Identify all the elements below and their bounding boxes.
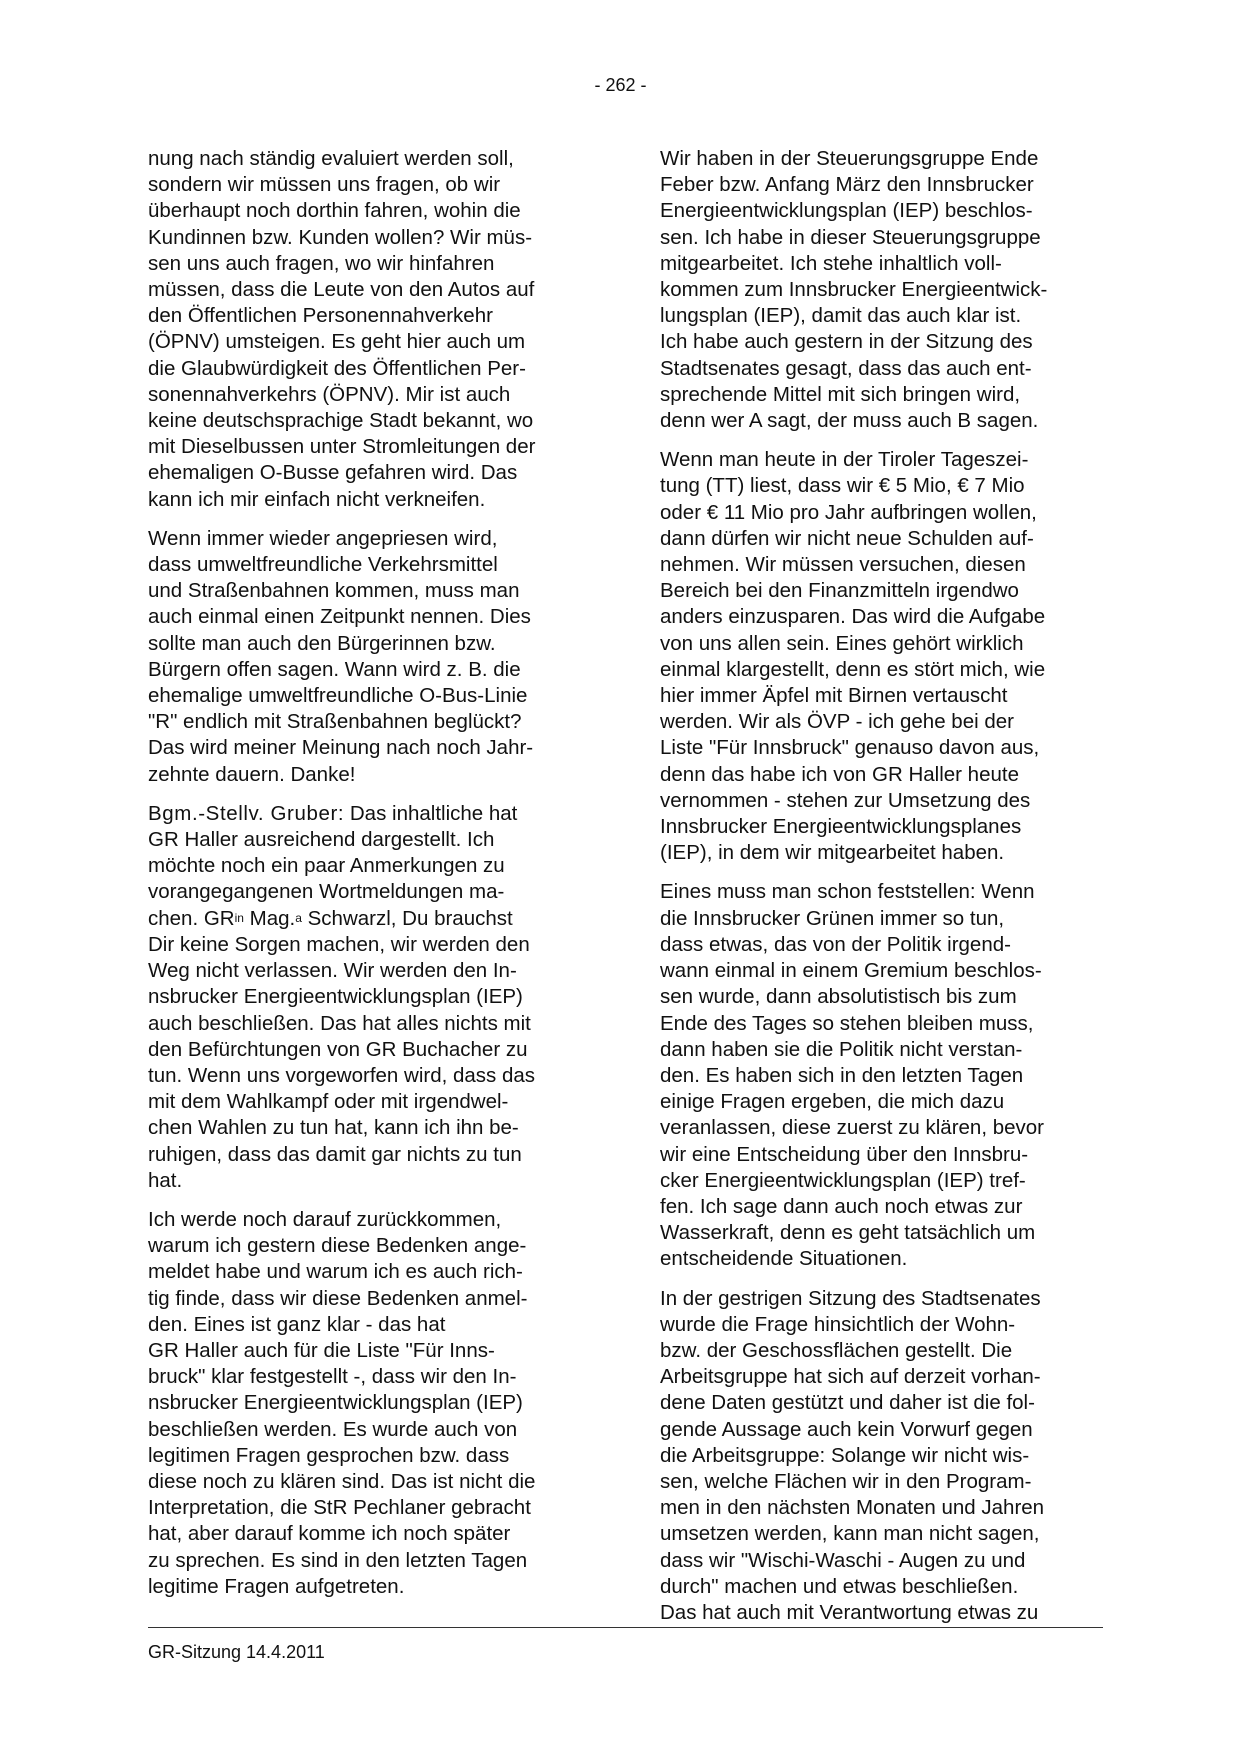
- text-line: Wenn man heute in der Tiroler Tageszei-: [660, 448, 1029, 472]
- text-line: nsbrucker Energieentwicklungsplan (IEP): [148, 985, 523, 1009]
- text-line: nung nach ständig evaluiert werden soll,: [148, 147, 514, 170]
- text-line: durch" machen und etwas beschließen.: [660, 1574, 1019, 1598]
- text-line: sollte man auch den Bürgerinnen bzw.: [148, 631, 496, 655]
- text-line: mit dem Wahlkampf oder mit irgendwel-: [148, 1090, 509, 1114]
- text-line: meldet habe und warum ich es auch rich-: [148, 1260, 523, 1284]
- text-line: sondern wir müssen uns fragen, ob wir: [148, 173, 501, 197]
- text-line: In der gestrigen Sitzung des Stadtsenates: [660, 1286, 1041, 1310]
- text-line: mitgearbeitet. Ich stehe inhaltlich voll-: [660, 251, 1002, 275]
- text-line: warum ich gestern diese Bedenken ange-: [148, 1234, 527, 1258]
- text-line: Arbeitsgruppe hat sich auf derzeit vorhan-: [660, 1365, 1041, 1389]
- text-line: Liste "Für Innsbruck" genauso davon aus,: [660, 736, 1040, 760]
- text-line: einige Fragen ergeben, die mich dazu: [660, 1090, 1005, 1114]
- text-line: anders einzusparen. Das wird die Aufgabe: [660, 605, 1046, 629]
- text-line: bzw. der Geschossflächen gestellt. Die: [660, 1338, 1013, 1362]
- text-line: Dir keine Sorgen machen, wir werden den: [148, 932, 530, 956]
- footer-session-label: GR-Sitzung 14.4.2011: [148, 1642, 325, 1662]
- text-line: mit Dieselbussen unter Stromleitungen der: [148, 435, 536, 459]
- text-line: ruhigen, dass das damit gar nichts zu tun: [148, 1142, 522, 1166]
- text-line: vorangegangenen Wortmeldungen ma-: [148, 880, 505, 904]
- text-line: überhaupt noch dorthin fahren, wohin die: [148, 199, 521, 223]
- text-line: legitimen Fragen gesprochen bzw. dass: [148, 1443, 510, 1467]
- text-line: dass wir "Wischi-Waschi - Augen zu und: [660, 1548, 1026, 1572]
- left-column: [148, 146, 588, 1613]
- text-line: kann ich mir einfach nicht verkneifen.: [148, 487, 486, 511]
- text-line: Interpretation, die StR Pechlaner gebracht: [148, 1496, 531, 1520]
- text-line: dass etwas, das von der Politik irgend-: [660, 932, 1011, 956]
- text-line: legitime Fragen aufgetreten.: [148, 1574, 405, 1598]
- text-line: diese noch zu klären sind. Das ist nicht die: [148, 1469, 536, 1493]
- text-line: ehemaligen O-Busse gefahren wird. Das: [148, 461, 518, 485]
- text-line: zu sprechen. Es sind in den letzten Tagen: [148, 1548, 528, 1572]
- text-line: den Befürchtungen von GR Buchacher zu: [148, 1037, 528, 1061]
- text-line: lungsplan (IEP), damit das auch klar ist.: [660, 304, 1022, 328]
- text-line: Eines muss man schon feststellen: Wenn: [660, 880, 1035, 904]
- text-line: sprechende Mittel mit sich bringen wird,: [660, 382, 1021, 406]
- text-line: Wenn immer wieder angepriesen wird,: [148, 526, 498, 550]
- text-fragment: chen. GR: [148, 906, 235, 930]
- text-line: (ÖPNV) umsteigen. Es geht hier auch um: [148, 330, 526, 354]
- text-line: Kundinnen bzw. Kunden wollen? Wir müs-: [148, 225, 533, 249]
- text-line: dann haben sie die Politik nicht verstan-: [660, 1037, 1023, 1061]
- text-line: hier immer Äpfel mit Birnen vertauscht: [660, 684, 1008, 708]
- text-line: tung (TT) liest, dass wir € 5 Mio, € 7 Mio: [660, 474, 1025, 498]
- text-line: denn das habe ich von GR Haller heute: [660, 762, 1019, 786]
- paragraph: [660, 1286, 1100, 1627]
- text-line: tun. Wenn uns vorgeworfen wird, dass das: [148, 1063, 536, 1087]
- text-line: bruck" klar festgestellt -, dass wir den In-: [148, 1365, 517, 1389]
- line-group: [148, 932, 588, 1194]
- text-line: fen. Ich sage dann auch noch etwas zur: [660, 1194, 1023, 1218]
- text-line: kommen zum Innsbrucker Energieentwick-: [660, 278, 1048, 302]
- text-line: Das hat auch mit Verantwortung etwas zu: [660, 1600, 1039, 1624]
- text-line: müssen, dass die Leute von den Autos auf: [148, 278, 535, 302]
- text-line: [148, 801, 588, 827]
- text-line: chen Wahlen zu tun hat, kann ich ihn be-: [148, 1116, 519, 1140]
- text-line: Bereich bei den Finanzmitteln irgendwo: [660, 579, 1019, 603]
- text-line: Wasserkraft, denn es geht tatsächlich um: [660, 1221, 1036, 1245]
- text-line: sen. Ich habe in dieser Steuerungsgruppe: [660, 225, 1041, 249]
- paragraph: [148, 1207, 588, 1600]
- text-line: dann dürfen wir nicht neue Schulden auf-: [660, 526, 1034, 550]
- text-line: GR Haller ausreichend dargestellt. Ich: [148, 828, 495, 852]
- text-line: umsetzen werden, kann man nicht sagen,: [660, 1522, 1040, 1546]
- text-line: cker Energieentwicklungsplan (IEP) tref-: [660, 1168, 1026, 1192]
- paragraph: [660, 146, 1100, 434]
- text-line: dene Daten gestützt und daher ist die fol-: [660, 1391, 1035, 1415]
- line-group: [148, 827, 588, 906]
- text-line: oder € 11 Mio pro Jahr aufbringen wollen,: [660, 500, 1037, 524]
- text-line: tig finde, dass wir diese Bedenken anmel-: [148, 1286, 528, 1310]
- text-line: Stadtsenates gesagt, dass das auch ent-: [660, 356, 1032, 380]
- right-column: [660, 146, 1100, 1639]
- text-fragment: Mag.: [243, 906, 296, 930]
- text-line: die Glaubwürdigkeit des Öffentlichen Per-: [148, 356, 526, 380]
- text-line: Ich habe auch gestern in der Sitzung des: [660, 330, 1033, 354]
- speaker-name: Bgm.-Stellv. Gruber:: [148, 801, 345, 825]
- page-number: - 262 -: [594, 75, 647, 95]
- text-fragment: Das inhaltliche hat: [344, 801, 518, 825]
- text-line: nehmen. Wir müssen versuchen, diesen: [660, 553, 1026, 577]
- text-line: beschließen werden. Es wurde auch von: [148, 1417, 518, 1441]
- text-line: entscheidende Situationen.: [660, 1247, 908, 1271]
- text-line: ehemalige umweltfreundliche O-Bus-Linie: [148, 684, 528, 708]
- text-line: veranlassen, diese zuerst zu klären, bevor: [660, 1116, 1045, 1140]
- text-line: sen wurde, dann absolutistisch bis zum: [660, 985, 1017, 1009]
- text-line: gende Aussage auch kein Vorwurf gegen: [660, 1417, 1033, 1441]
- text-line: Feber bzw. Anfang März den Innsbrucker: [660, 173, 1034, 197]
- text-line: von uns allen sein. Eines gehört wirklich: [660, 631, 1024, 655]
- text-line: möchte noch ein paar Anmerkungen zu: [148, 854, 505, 878]
- text-line: Ende des Tages so stehen bleiben muss,: [660, 1011, 1034, 1035]
- text-line: sen uns auch fragen, wo wir hinfahren: [148, 251, 495, 275]
- text-line: Weg nicht verlassen. Wir werden den In-: [148, 959, 517, 983]
- paragraph: [660, 879, 1100, 1272]
- text-line: GR Haller auch für die Liste "Für Inns-: [148, 1338, 495, 1362]
- text-line: die Innsbrucker Grünen immer so tun,: [660, 906, 1005, 930]
- text-line: sonennahverkehrs (ÖPNV). Mir ist auch: [148, 382, 511, 406]
- text-line: denn wer A sagt, der muss auch B sagen.: [660, 409, 1039, 433]
- text-line: "R" endlich mit Straßenbahnen beglückt?: [148, 710, 522, 734]
- text-line: [148, 906, 588, 932]
- text-line: dass umweltfreundliche Verkehrsmittel: [148, 553, 498, 577]
- text-line: und Straßenbahnen kommen, muss man: [148, 579, 520, 603]
- paragraph: [660, 447, 1100, 866]
- text-fragment: Schwarzl, Du brauchst: [301, 906, 513, 930]
- text-line: keine deutschsprachige Stadt bekannt, wo: [148, 409, 534, 433]
- text-line: hat, aber darauf komme ich noch später: [148, 1522, 511, 1546]
- text-line: (IEP), in dem wir mitgearbeitet haben.: [660, 841, 1005, 865]
- text-line: den. Es haben sich in den letzten Tagen: [660, 1063, 1024, 1087]
- text-line: Energieentwicklungsplan (IEP) beschlos-: [660, 199, 1033, 223]
- text-line: vernommen - stehen zur Umsetzung des: [660, 788, 1031, 812]
- text-line: hat.: [148, 1168, 183, 1192]
- text-line: Wir haben in der Steuerungsgruppe Ende: [660, 147, 1039, 170]
- text-line: nsbrucker Energieentwicklungsplan (IEP): [148, 1391, 523, 1415]
- text-line: einmal klargestellt, denn es stört mich, wie: [660, 657, 1046, 681]
- text-line: sen, welche Flächen wir in den Program-: [660, 1469, 1032, 1493]
- paragraph: [148, 526, 588, 788]
- text-line: auch einmal einen Zeitpunkt nennen. Dies: [148, 605, 531, 629]
- superscript: in: [234, 910, 244, 925]
- paragraph-speaker-gruber: [148, 801, 588, 1194]
- text-line: wurde die Frage hinsichtlich der Wohn-: [660, 1312, 1016, 1336]
- text-line: Ich werde noch darauf zurückkommen,: [148, 1207, 502, 1231]
- text-line: wir eine Entscheidung über den Innsbru-: [660, 1142, 1029, 1166]
- text-line: Das wird meiner Meinung nach noch Jahr-: [148, 736, 534, 760]
- text-line: auch beschließen. Das hat alles nichts mit: [148, 1011, 531, 1035]
- text-line: zehnte dauern. Danke!: [148, 762, 356, 786]
- text-line: men in den nächsten Monaten und Jahren: [660, 1496, 1045, 1520]
- footer-divider: [148, 1627, 1103, 1628]
- text-line: werden. Wir als ÖVP - ich gehe bei der: [660, 710, 1014, 734]
- superscript: a: [295, 910, 302, 925]
- text-line: die Arbeitsgruppe: Solange wir nicht wis-: [660, 1443, 1030, 1467]
- text-line: wann einmal in einem Gremium beschlos-: [660, 959, 1042, 983]
- text-line: den Öffentlichen Personennahverkehr: [148, 304, 493, 328]
- text-line: den. Eines ist ganz klar - das hat: [148, 1312, 446, 1336]
- text-line: Innsbrucker Energieentwicklungsplanes: [660, 815, 1022, 839]
- text-line: Bürgern offen sagen. Wann wird z. B. die: [148, 657, 521, 681]
- paragraph: [148, 146, 588, 513]
